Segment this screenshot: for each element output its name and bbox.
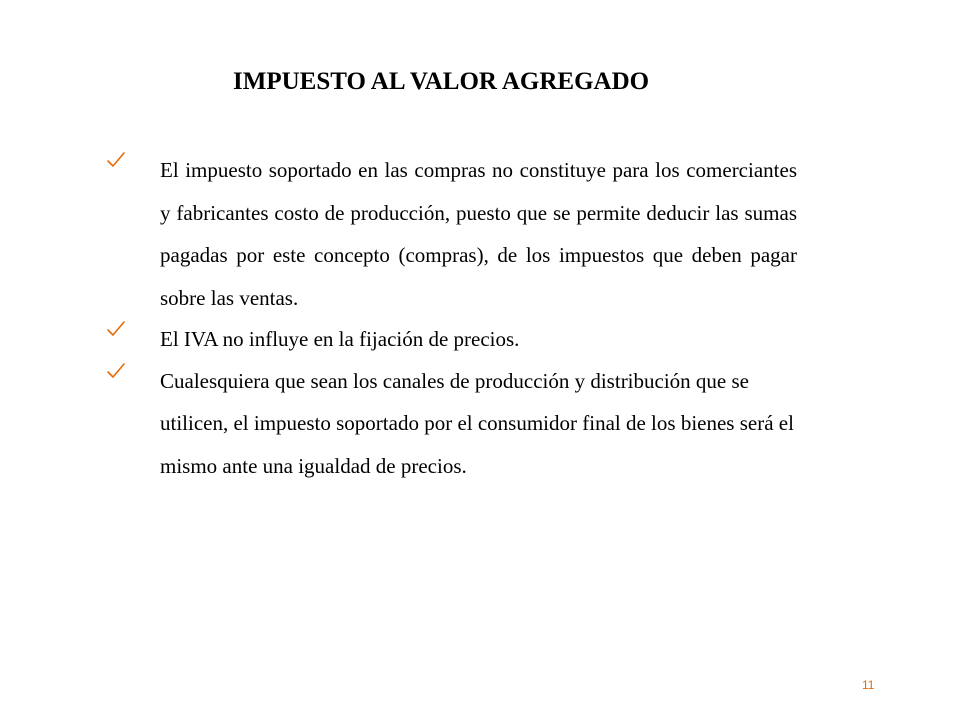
check-mark-icon	[106, 361, 126, 381]
check-mark-icon	[106, 150, 126, 170]
bullet-text: Cualesquiera que sean los canales de producción y distribución que se utilicen, el impuesto soportado por el consumidor final de los bienes será el mismo ante una igualdad de precios.	[160, 368, 794, 478]
bullet-text: El impuesto soportado en las compras no constituye para los comerciantes y fabricantes costo de producción, puesto que se permite deducir las sumas pagadas por este concepto (compras), de los impuestos que deben pagar sobre las ventas.	[160, 158, 797, 310]
bullet-item	[104, 360, 797, 488]
slide-title: IMPUESTO AL VALOR AGREGADO	[233, 68, 650, 95]
check-mark-icon	[106, 319, 126, 339]
bullet-item	[104, 318, 797, 361]
bullet-text: El IVA no influye en la fijación de precios.	[160, 327, 520, 351]
bullet-list	[104, 150, 797, 487]
page-number: 11	[862, 678, 875, 692]
bullet-item	[104, 149, 797, 319]
